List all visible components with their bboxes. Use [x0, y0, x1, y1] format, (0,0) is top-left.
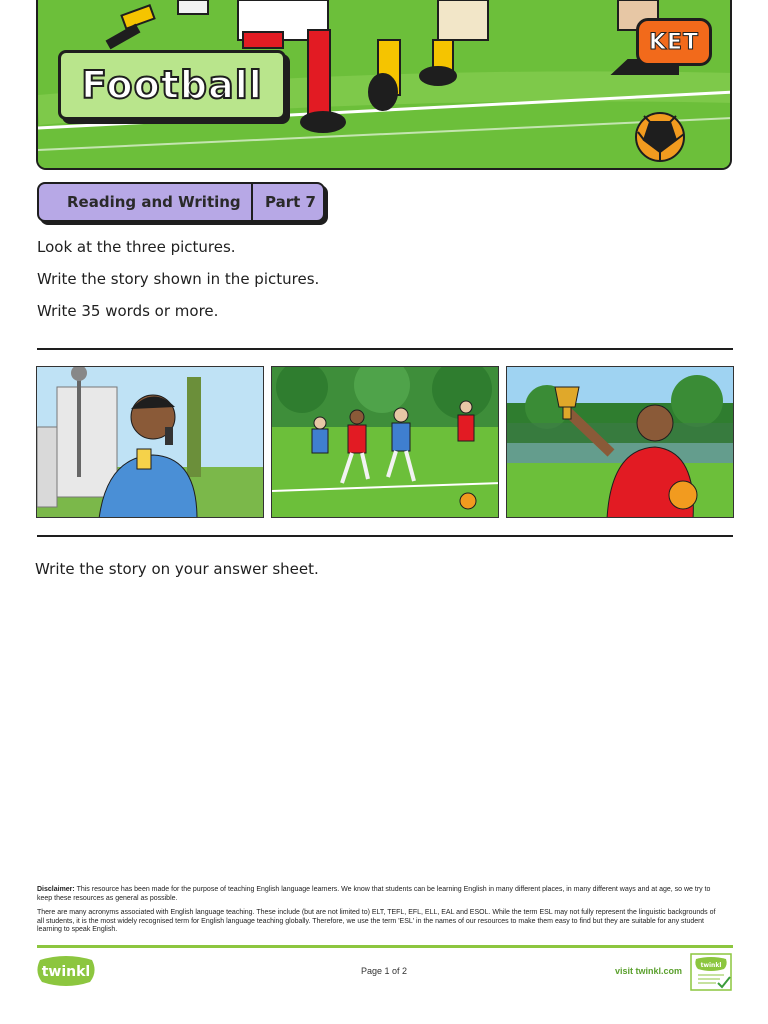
picture-3: [506, 366, 734, 518]
part-tab: [37, 182, 325, 222]
instruction-3: Write 35 words or more.: [37, 302, 219, 320]
quality-approved-badge: [690, 953, 732, 991]
disclaimer-label: Disclaimer:: [37, 886, 75, 893]
ket-badge: [636, 18, 712, 66]
divider-top: [37, 348, 733, 350]
divider-bottom: [37, 535, 733, 537]
visit-link[interactable]: visit twinkl.com: [614, 966, 682, 976]
footer-divider: [37, 945, 733, 948]
disclaimer-text-1: This resource has been made for the purpose of teaching English language learners. We know that students can be learning English in many different places, in many different ways and at age, so we try to keep these resources as general as possible.: [37, 886, 711, 902]
title-box: [58, 50, 286, 120]
quality-badge-text: twinkl: [700, 962, 722, 969]
picture-2: [271, 366, 499, 518]
instruction-1: Look at the three pictures.: [37, 238, 236, 256]
twinkl-logo-text: twinkl: [41, 964, 91, 980]
ket-badge-label: KET: [648, 29, 700, 55]
page-title: Football: [81, 63, 263, 107]
part-label: Part 7: [265, 193, 316, 211]
picture-1: [36, 366, 264, 518]
disclaimer: [37, 886, 721, 941]
page-number: Page 1 of 2: [360, 966, 408, 976]
instruction-2: Write the story shown in the pictures.: [37, 270, 320, 288]
section-label: Reading and Writing: [67, 193, 241, 211]
tab-divider: [251, 183, 253, 221]
boys-playing-football-picture: [272, 367, 499, 518]
answer-instruction: Write the story on your answer sheet.: [35, 560, 319, 578]
quality-badge-icon: [690, 953, 732, 991]
disclaimer-text-2: There are many acronyms associated with English language teaching. These include (but are not limited to) ELT, TEFL, EFL, ELL, EAL and ESOL. While the term ESL may not fully represent the linguistic backgrounds of all students, it is the most widely recognised term for English language teaching globally. Therefore, we use the term 'ESL' in the names of our resources to make them easy to find but they are suitable for any student learning to speak English.: [37, 909, 716, 933]
football-ball: [636, 113, 684, 161]
boy-holding-trophy-and-ball-picture: [507, 367, 734, 518]
boy-drinking-juice-on-phone-picture: [37, 367, 264, 518]
